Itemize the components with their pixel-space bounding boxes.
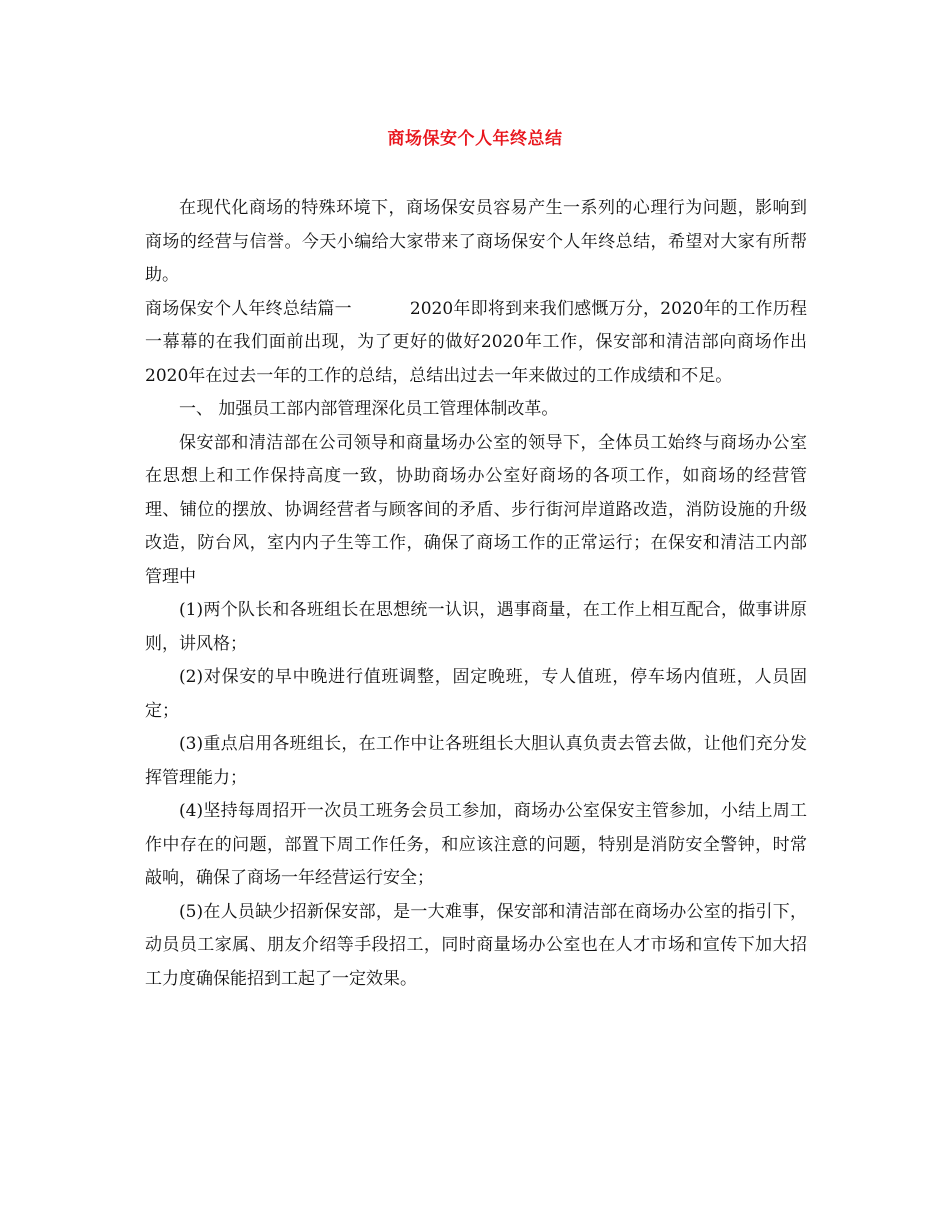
list-item-2: (2)对保安的早中晚进行值班调整，固定晚班，专人值班，停车场内值班，人员固定； bbox=[145, 667, 807, 721]
document-body bbox=[145, 192, 807, 996]
section-label: 商场保安个人年终总结篇一 bbox=[145, 298, 352, 319]
list-item-1: (1)两个队长和各班组长在思想统一认识，遇事商量，在工作上相互配合，做事讲原则，讲风格； bbox=[145, 600, 807, 654]
list-item-3: (3)重点启用各班组长，在工作中让各班组长大胆认真负责去管去做，让他们充分发挥管理能力； bbox=[145, 734, 807, 788]
section-heading-1: 一、 加强员工部内部管理深化员工管理体制改革。 bbox=[179, 399, 559, 419]
intro-paragraph: 在现代化商场的特殊环境下，商场保安员容易产生一系列的心理行为问题，影响到商场的经营与信誉。今天小编给大家带来了商场保安个人年终总结，希望对大家有所帮助。 bbox=[145, 198, 807, 285]
list-item-5: (5)在人员缺少招新保安部，是一大难事，保安部和清洁部在商场办公室的指引下，动员员工家属、朋友介绍等手段招工，同时商量场办公室也在人才市场和宣传下加大招工力度确保能招到工起了一定效果。 bbox=[145, 901, 807, 989]
document-title: 商场保安个人年终总结 bbox=[387, 129, 563, 149]
section-text: 2020年即将到来我们感慨万分，2020年的工作历程一幕幕的在我们面前出现，为了更好的做好2020年工作，保安部和清洁部向商场作出2020年在过去一年的工作的总结，总结出过去一年来做过的工作成绩和不足。 bbox=[145, 298, 807, 386]
paragraph-1: 保安部和清洁部在公司领导和商量场办公室的领导下，全体员工始终与商场办公室在思想上和工作保持高度一致，协助商场办公室好商场的各项工作，如商场的经营管理、铺位的摆放、协调经营者与顾客间的矛盾、步行街河岸道路改造，消防设施的升级改造，防台风，室内内子生等工作，确保了商场工作的正常运行；在保安和清洁工内部管理中 bbox=[145, 432, 807, 587]
list-item-4: (4)坚持每周招开一次员工班务会员工参加，商场办公室保安主管参加，小结上周工作中存在的问题，部置下周工作任务，和应该注意的问题，特别是消防安全警钟，时常敲响，确保了商场一年经营运行安全； bbox=[145, 801, 807, 888]
section-paragraph bbox=[145, 293, 807, 394]
